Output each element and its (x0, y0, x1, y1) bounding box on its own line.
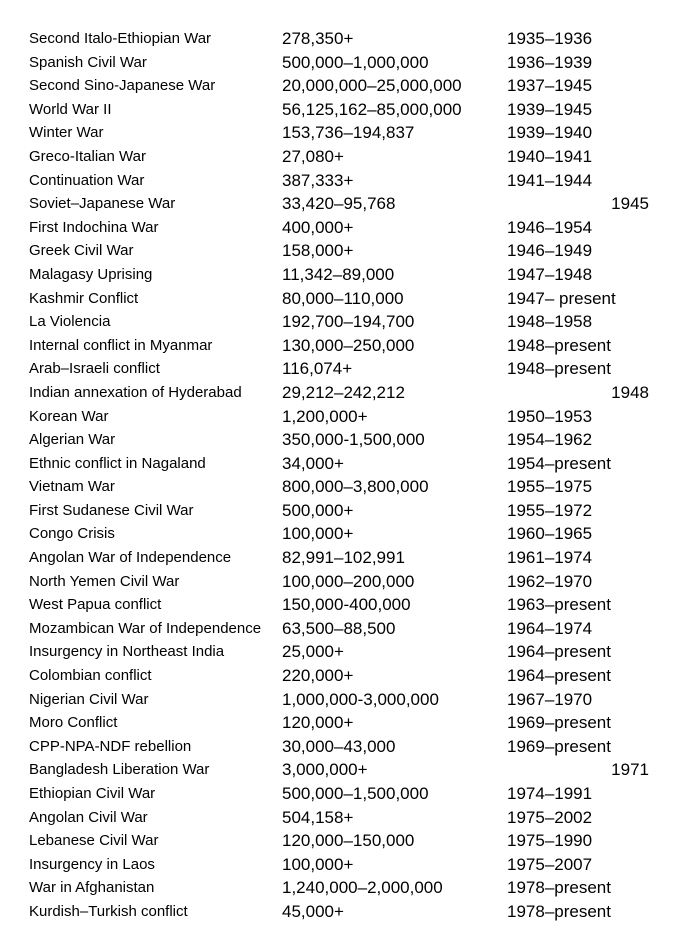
death-toll-cell: 153,736–194,837 (282, 123, 415, 143)
years-cell: 1975–1990 (507, 831, 593, 851)
years-cell: 1964–1974 (507, 618, 593, 638)
conflict-name-cell: Indian annexation of Hyderabad (29, 383, 242, 401)
conflict-name-cell: Insurgency in Laos (29, 855, 155, 873)
conflict-name-cell: Ethiopian Civil War (29, 785, 156, 802)
death-toll-cell: 29,212–242,212 (282, 382, 405, 402)
years-cell: 1954–1962 (507, 430, 593, 450)
years-cell: 1955–1972 (507, 500, 593, 520)
years-cell: 1948–present (507, 335, 611, 355)
death-toll-cell: 500,000–1,000,000 (282, 52, 429, 72)
years-cell: 1946–1949 (507, 241, 593, 261)
death-toll-cell: 82,991–102,991 (282, 548, 405, 568)
death-toll-cell: 400,000+ (282, 217, 354, 237)
conflict-name-cell: Bangladesh Liberation War (29, 761, 210, 779)
years-cell: 1947– present (507, 288, 616, 308)
conflict-table (0, 27, 679, 924)
death-toll-cell: 1,200,000+ (282, 406, 368, 426)
death-toll-cell: 158,000+ (282, 241, 354, 261)
death-toll-cell: 800,000–3,800,000 (282, 477, 429, 497)
conflict-name-cell: Vietnam War (29, 478, 115, 496)
death-toll-cell: 192,700–194,700 (282, 312, 415, 332)
table-row (0, 169, 679, 193)
conflict-name-cell: Mozambican War of Independence (29, 619, 262, 637)
years-cell: 1964–present (507, 666, 611, 686)
conflict-name-cell: CPP-NPA-NDF rebellion (29, 737, 192, 755)
table-row (0, 688, 679, 712)
death-toll-cell: 11,342–89,000 (282, 264, 395, 284)
table-row (0, 381, 679, 405)
table-row (0, 664, 679, 688)
years-cell: 1954–present (507, 453, 611, 473)
years-cell: 1937–1945 (507, 76, 593, 96)
conflict-name-cell: Second Sino-Japanese War (29, 77, 216, 95)
years-cell: 1948 (611, 382, 649, 402)
death-toll-cell: 500,000+ (282, 500, 354, 520)
years-cell: 1978–present (507, 901, 611, 921)
years-cell: 1967–1970 (507, 689, 593, 709)
table-row (0, 617, 679, 641)
death-toll-cell: 100,000+ (282, 524, 354, 544)
conflict-name-cell: Internal conflict in Myanmar (29, 336, 213, 354)
years-cell: 1941–1944 (507, 170, 593, 190)
conflict-name-cell: Malagasy Uprising (29, 265, 153, 283)
death-toll-cell: 34,000+ (282, 453, 344, 473)
table-row (0, 27, 679, 51)
death-toll-cell: 120,000–150,000 (282, 831, 415, 851)
table-row (0, 853, 679, 877)
conflict-name-cell: Insurgency in Northeast India (29, 643, 225, 661)
death-toll-cell: 500,000–1,500,000 (282, 784, 429, 803)
years-cell: 1940–1941 (507, 146, 593, 166)
table-row (0, 711, 679, 735)
conflict-name-cell: La Violencia (29, 313, 111, 331)
conflict-name-cell: North Yemen Civil War (29, 572, 180, 590)
years-cell: 1961–1974 (507, 548, 593, 568)
conflict-name-cell: Congo Crisis (29, 525, 115, 543)
table-row (0, 570, 679, 594)
death-toll-cell: 1,240,000–2,000,000 (282, 878, 443, 898)
years-cell: 1978–present (507, 878, 611, 898)
death-toll-cell: 220,000+ (282, 666, 354, 686)
years-cell: 1960–1965 (507, 524, 593, 544)
table-row (0, 74, 679, 98)
table-row (0, 758, 679, 782)
conflict-name-cell: War in Afghanistan (29, 879, 155, 897)
death-toll-cell: 120,000+ (282, 713, 354, 733)
years-cell: 1948–1958 (507, 312, 593, 332)
death-toll-cell: 116,074+ (282, 359, 353, 379)
death-toll-cell: 56,125,162–85,000,000 (282, 99, 462, 119)
conflict-name-cell: Kashmir Conflict (29, 289, 139, 307)
conflict-name-cell: Second Italo-Ethiopian War (29, 30, 212, 47)
death-toll-cell: 63,500–88,500 (282, 618, 396, 638)
death-toll-cell: 100,000–200,000 (282, 571, 415, 591)
conflict-name-cell: Lebanese Civil War (29, 832, 159, 850)
table-row (0, 546, 679, 570)
conflict-name-cell: Angolan War of Independence (29, 549, 232, 567)
years-cell: 1948–present (507, 359, 611, 379)
conflict-name-cell: Greek Civil War (29, 242, 134, 260)
death-toll-cell: 20,000,000–25,000,000 (282, 76, 462, 96)
conflict-name-cell: First Sudanese Civil War (29, 501, 194, 519)
conflict-name-cell: West Papua conflict (29, 596, 162, 614)
table-row (0, 735, 679, 759)
death-toll-cell: 27,080+ (282, 146, 344, 166)
table-row (0, 900, 679, 924)
table-row (0, 216, 679, 240)
years-cell: 1950–1953 (507, 406, 593, 426)
conflict-name-cell: Ethnic conflict in Nagaland (29, 454, 206, 472)
death-toll-cell: 278,350+ (282, 29, 354, 48)
table-row (0, 121, 679, 145)
years-cell: 1971 (611, 760, 649, 780)
table-row (0, 192, 679, 216)
table-row (0, 98, 679, 122)
conflict-name-cell: Kurdish–Turkish conflict (29, 902, 188, 920)
years-cell: 1969–present (507, 736, 611, 756)
conflict-name-cell: World War II (29, 100, 112, 118)
death-toll-cell: 130,000–250,000 (282, 335, 415, 355)
conflict-name-cell: Continuation War (29, 171, 145, 189)
table-row (0, 334, 679, 358)
conflict-name-cell: Soviet–Japanese War (29, 195, 176, 213)
years-cell: 1939–1945 (507, 99, 593, 119)
death-toll-cell: 33,420–95,768 (282, 194, 396, 214)
conflict-name-cell: Greco-Italian War (29, 147, 146, 165)
conflict-name-cell: Moro Conflict (29, 714, 118, 732)
years-cell: 1939–1940 (507, 123, 593, 143)
table-row (0, 145, 679, 169)
years-cell: 1974–1991 (507, 784, 593, 803)
death-toll-cell: 3,000,000+ (282, 760, 368, 780)
table-row (0, 499, 679, 523)
table-row (0, 640, 679, 664)
years-cell: 1962–1970 (507, 571, 593, 591)
death-toll-cell: 25,000+ (282, 642, 344, 662)
conflict-name-cell: Arab–Israeli conflict (29, 360, 160, 378)
years-cell: 1975–2002 (507, 807, 593, 827)
table-row (0, 51, 679, 75)
conflict-name-cell: Winter War (29, 124, 104, 142)
table-row (0, 876, 679, 900)
table-row (0, 357, 679, 381)
death-toll-cell: 45,000+ (282, 901, 344, 921)
table-row (0, 593, 679, 617)
conflict-name-cell: Algerian War (29, 431, 116, 449)
years-cell: 1964–present (507, 642, 611, 662)
conflict-name-cell: Angolan Civil War (29, 808, 148, 826)
conflict-name-cell: Nigerian Civil War (29, 690, 149, 708)
conflict-name-cell: Spanish Civil War (29, 53, 147, 71)
table-row (0, 263, 679, 287)
table-row (0, 782, 679, 806)
death-toll-cell: 30,000–43,000 (282, 736, 396, 756)
years-cell: 1963–present (507, 595, 611, 615)
table-row (0, 806, 679, 830)
death-toll-cell: 1,000,000-3,000,000 (282, 689, 439, 709)
table-row (0, 310, 679, 334)
years-cell: 1969–present (507, 713, 611, 733)
years-cell: 1947–1948 (507, 264, 593, 284)
conflict-name-cell: Colombian conflict (29, 667, 152, 685)
death-toll-cell: 504,158+ (282, 807, 354, 827)
table-row (0, 428, 679, 452)
death-toll-cell: 387,333+ (282, 170, 354, 190)
death-toll-cell: 150,000-400,000 (282, 595, 411, 615)
table-row (0, 829, 679, 853)
table-row (0, 522, 679, 546)
death-toll-cell: 100,000+ (282, 854, 354, 874)
years-cell: 1935–1936 (507, 29, 593, 48)
table-row (0, 452, 679, 476)
years-cell: 1945 (611, 194, 649, 214)
table-row (0, 239, 679, 263)
death-toll-cell: 350,000-1,500,000 (282, 430, 425, 450)
table-row (0, 405, 679, 429)
table-row (0, 475, 679, 499)
years-cell: 1936–1939 (507, 52, 593, 72)
death-toll-cell: 80,000–110,000 (282, 288, 404, 308)
years-cell: 1975–2007 (507, 854, 593, 874)
conflict-name-cell: Korean War (29, 407, 109, 425)
table-row (0, 287, 679, 311)
years-cell: 1955–1975 (507, 477, 593, 497)
years-cell: 1946–1954 (507, 217, 593, 237)
conflict-name-cell: First Indochina War (29, 218, 159, 236)
